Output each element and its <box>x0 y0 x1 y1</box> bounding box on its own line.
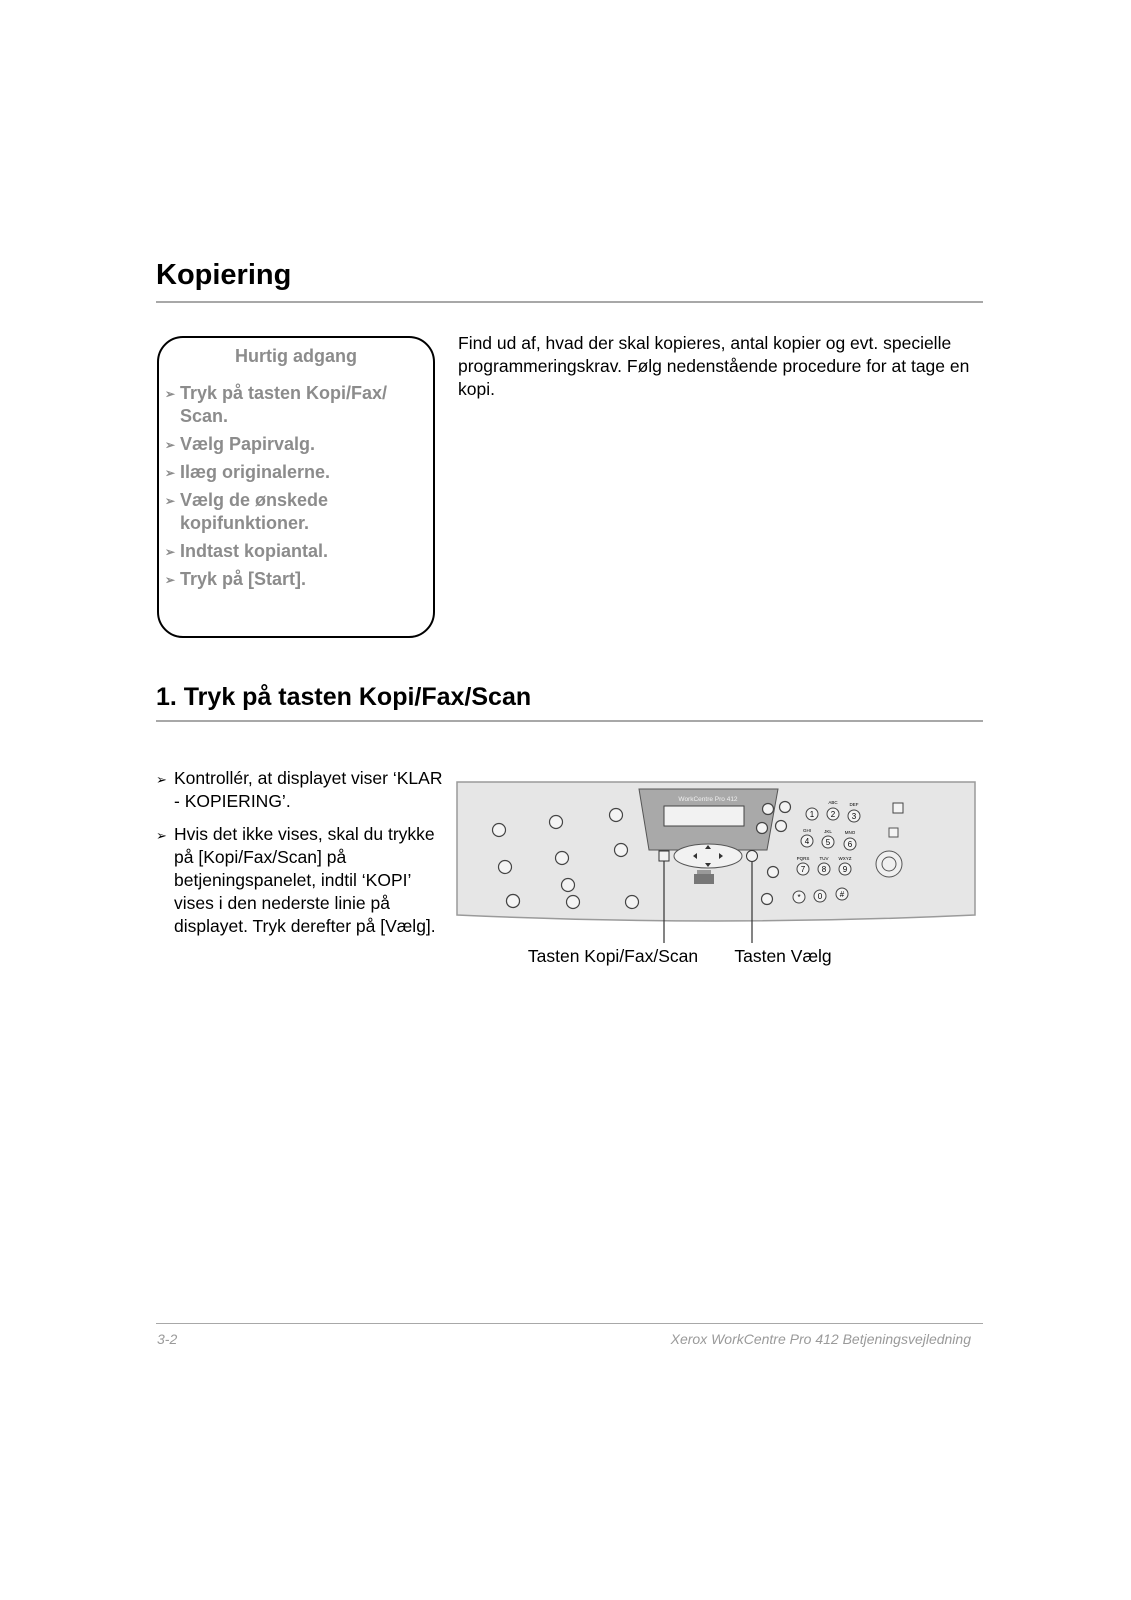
section-title: 1. Tryk på tasten Kopi/Fax/Scan <box>156 683 532 711</box>
arrow-bullet-icon: ➢ <box>165 466 176 480</box>
copy-fax-scan-key <box>659 851 669 861</box>
keypad-key-8 <box>818 856 830 875</box>
arrow-bullet-icon: ➢ <box>165 387 176 401</box>
quick-access-item: ➢ Tryk på [Start]. <box>163 568 412 591</box>
caption-select-key: Tasten Vælg <box>734 946 832 966</box>
keypad-key-1 <box>806 808 818 820</box>
svg-text:#: # <box>839 890 845 899</box>
machine-icon <box>694 874 714 884</box>
quick-access-item: ➢ Tryk på tasten Kopi/Fax/ Scan. <box>165 383 388 426</box>
svg-text:8: 8 <box>821 865 827 874</box>
svg-text:2: 2 <box>830 810 836 819</box>
svg-text:4: 4 <box>804 837 810 846</box>
keypad-key-star <box>793 891 805 903</box>
svg-text:0: 0 <box>817 892 823 901</box>
keypad-key-2 <box>827 800 839 820</box>
svg-text:WXYZ: WXYZ <box>838 856 852 861</box>
arrow-bullet-icon: ➢ <box>165 545 176 559</box>
svg-text:GHI: GHI <box>802 828 812 833</box>
keypad-key-3 <box>848 802 860 822</box>
svg-text:TUV: TUV <box>819 856 829 861</box>
svg-text:MNO: MNO <box>844 830 856 835</box>
arrow-bullet-icon: ➢ <box>156 828 167 843</box>
instruction-item: ➢ Kontrollér, at displayet viser ‘KLAR - KOPIERING’. <box>156 768 443 811</box>
stop-key <box>893 803 903 813</box>
section-rule <box>156 720 983 722</box>
page-title: Kopiering <box>156 259 292 291</box>
svg-text:*: * <box>797 893 801 902</box>
svg-text:ABC: ABC <box>828 800 838 805</box>
keypad-key-6 <box>844 830 856 850</box>
instruction-list <box>156 767 446 948</box>
arrow-bullet-icon: ➢ <box>165 573 176 587</box>
keypad-key-7 <box>797 856 810 875</box>
lcd-display <box>664 806 744 826</box>
svg-text:6: 6 <box>847 840 853 849</box>
keypad-key-9 <box>839 856 852 875</box>
svg-text:DEF: DEF <box>849 802 859 807</box>
svg-text:5: 5 <box>825 838 831 847</box>
keypad-key-hash <box>836 888 848 900</box>
quick-access-list <box>163 382 412 596</box>
svg-text:7: 7 <box>800 865 806 874</box>
caption-copy-fax-scan-key: Tasten Kopi/Fax/Scan <box>527 946 699 966</box>
svg-text:3: 3 <box>851 812 857 821</box>
footer-document-title: Xerox WorkCentre Pro 412 Betjeningsvejledning <box>670 1331 971 1347</box>
quick-access-item: ➢ Vælg Papirvalg. <box>163 433 412 456</box>
panel-model-label: WorkCentre Pro 412 <box>678 796 738 803</box>
clear-key <box>889 828 898 837</box>
svg-text:PQRS: PQRS <box>796 856 810 861</box>
arrow-bullet-icon: ➢ <box>165 438 176 452</box>
quick-access-item: ➢ Vælg de ønskede kopifunktioner. <box>165 490 329 533</box>
footer-rule <box>156 1323 983 1324</box>
quick-access-box <box>157 336 435 638</box>
quick-access-item: ➢ Ilæg originalerne. <box>163 461 412 484</box>
intro-paragraph: Find ud af, hvad der skal kopieres, antal kopier og evt. specielle programmeringskrav. Følg nedenstående procedure for at tage en kopi. <box>458 333 970 399</box>
instruction-item: ➢ Hvis det ikke vises, skal du trykke på [Kopi/Fax/Scan] på betjeningspanelet, indtil ‘KOPI’ vises i den nederste linie på displayet. Tryk derefter på [Vælg]. <box>156 824 436 936</box>
arrow-bullet-icon: ➢ <box>165 494 176 508</box>
quick-access-heading: Hurtig adgang <box>235 346 357 366</box>
svg-text:1: 1 <box>809 810 815 819</box>
start-button <box>876 851 902 877</box>
select-key <box>747 851 758 862</box>
quick-access-item: ➢ Indtast kopiantal. <box>163 540 412 563</box>
svg-text:JKL: JKL <box>824 829 832 834</box>
arrow-bullet-icon: ➢ <box>156 772 167 787</box>
keypad-key-0 <box>814 890 826 902</box>
title-rule <box>156 301 983 303</box>
footer-page-number: 3-2 <box>157 1331 178 1347</box>
control-panel-illustration <box>456 778 976 978</box>
svg-text:9: 9 <box>842 865 848 874</box>
